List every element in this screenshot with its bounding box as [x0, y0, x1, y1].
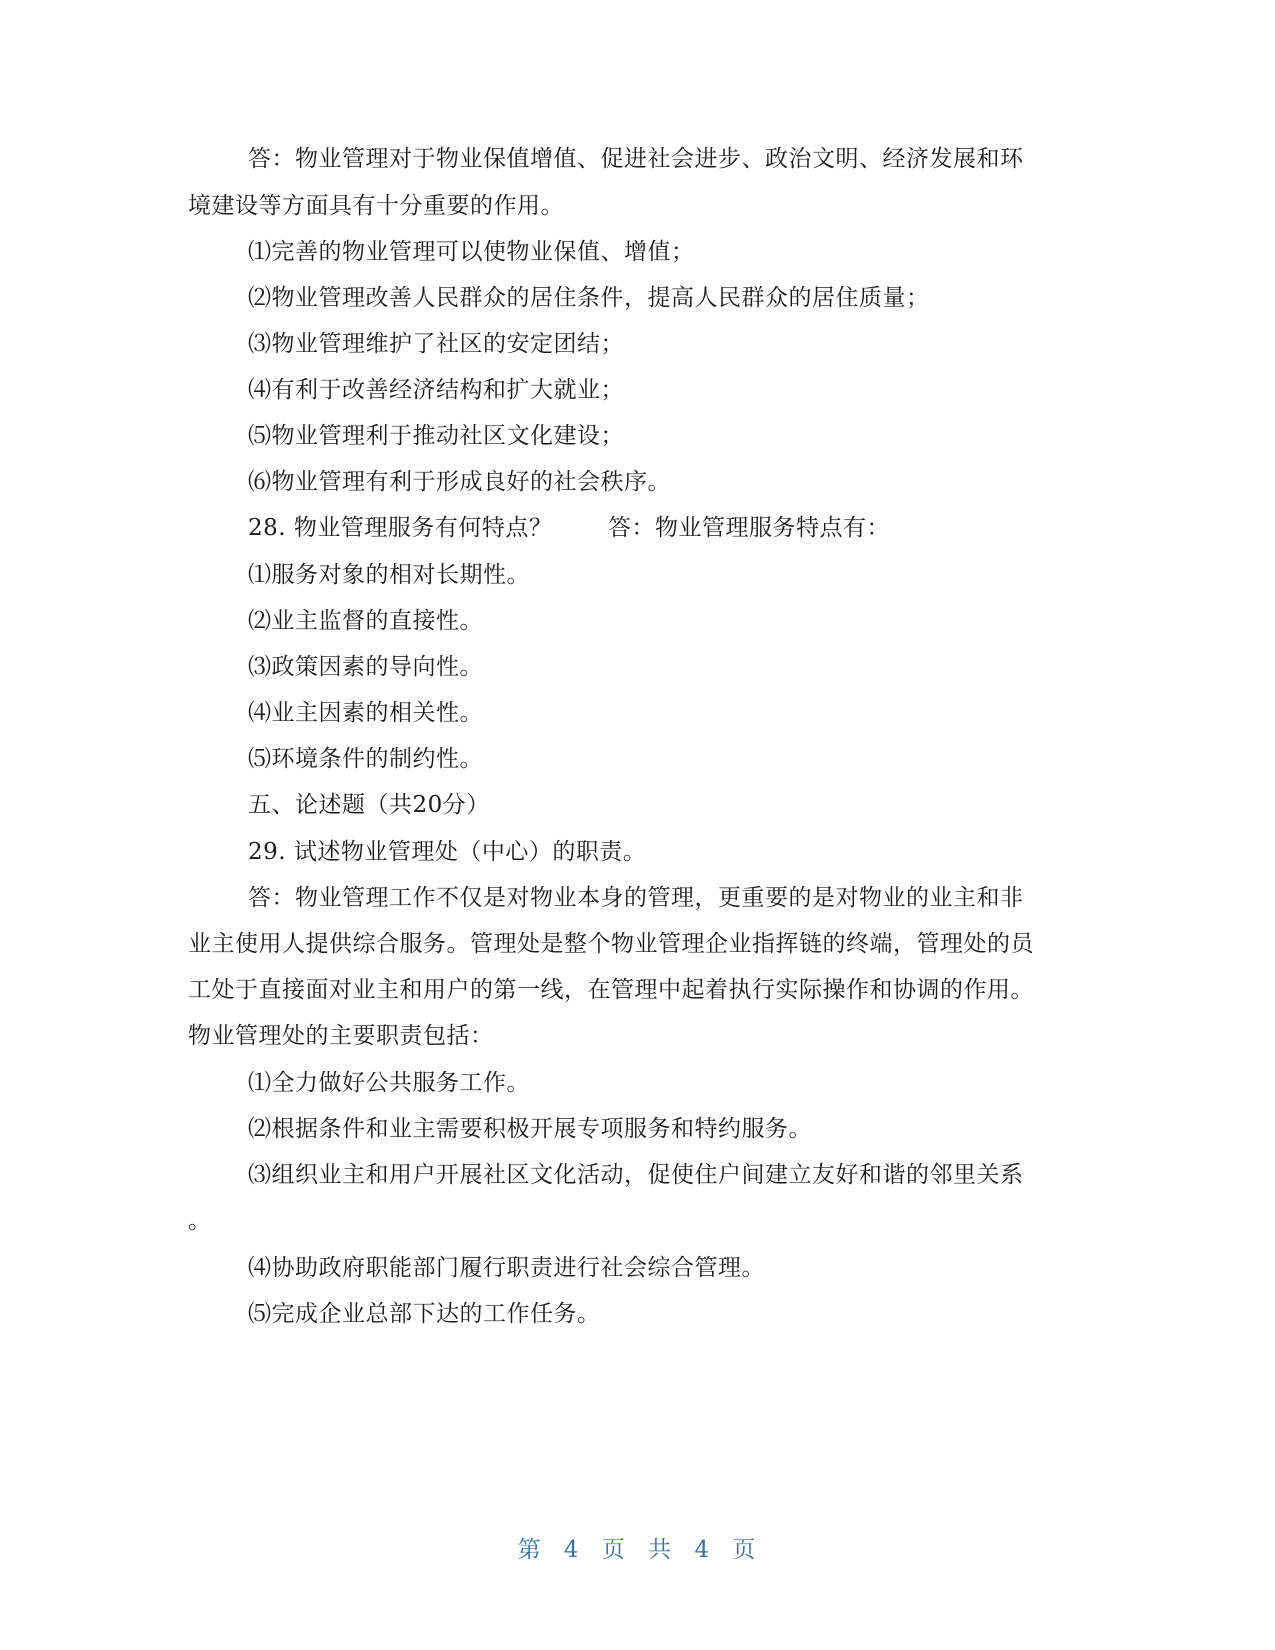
answer-29-line-4: 物业管理处的主要职责包括：	[188, 1023, 494, 1049]
answer-28-intro: 答：物业管理服务特点有：	[608, 515, 890, 541]
list-item-continuation: 。	[188, 1208, 212, 1234]
question-28-text: 28. 物业管理服务有何特点？	[248, 515, 553, 541]
answer-29-line-2: 业主使用人提供综合服务。管理处是整个物业管理企业指挥链的终端，管理处的员	[188, 931, 1034, 957]
answer-29-line-3: 工处于直接面对业主和用户的第一线，在管理中起着执行实际操作和协调的作用。	[188, 977, 1034, 1003]
list-item: ⑴全力做好公共服务工作。	[248, 1070, 530, 1096]
list-item: ⑸环境条件的制约性。	[248, 746, 483, 772]
footer-total-pages: 4	[694, 1537, 712, 1563]
list-item: ⑴完善的物业管理可以使物业保值、增值；	[248, 239, 695, 265]
list-item: ⑵业主监督的直接性。	[248, 608, 483, 634]
question-29: 29. 试述物业管理处（中心）的职责。	[248, 839, 647, 865]
list-item: ⑶政策因素的导向性。	[248, 654, 483, 680]
list-item: ⑵物业管理改善人民群众的居住条件，提高人民群众的居住质量；	[248, 285, 930, 311]
list-item: ⑸完成企业总部下达的工作任务。	[248, 1301, 601, 1327]
list-item: ⑷业主因素的相关性。	[248, 700, 483, 726]
list-item: ⑶物业管理维护了社区的安定团结；	[248, 331, 624, 357]
footer-label: 页	[601, 1537, 627, 1563]
list-item: ⑴服务对象的相对长期性。	[248, 562, 530, 588]
list-item: ⑵根据条件和业主需要积极开展专项服务和特约服务。	[248, 1116, 812, 1142]
list-item: ⑷协助政府职能部门履行职责进行社会综合管理。	[248, 1255, 765, 1281]
answer-27-line-1: 答：物业管理对于物业保值增值、促进社会进步、政治文明、经济发展和环	[248, 146, 1024, 172]
list-item: ⑷有利于改善经济结构和扩大就业；	[248, 377, 624, 403]
list-item: ⑶组织业主和用户开展社区文化活动，促使住户间建立友好和谐的邻里关系	[248, 1162, 1024, 1188]
answer-27-line-2: 境建设等方面具有十分重要的作用。	[188, 193, 564, 219]
footer-label: 第	[517, 1537, 543, 1563]
answer-29-line-1: 答：物业管理工作不仅是对物业本身的管理，更重要的是对物业的业主和非	[248, 885, 1024, 911]
list-item: ⑹物业管理有利于形成良好的社会秩序。	[248, 469, 671, 495]
list-item: ⑸物业管理利于推动社区文化建设；	[248, 423, 624, 449]
section-heading: 五、论述题（共20分）	[248, 792, 490, 818]
footer-label: 页	[732, 1537, 758, 1563]
page-footer	[0, 1536, 1275, 1564]
footer-label: 共	[648, 1537, 674, 1563]
question-28	[248, 514, 552, 542]
footer-page-number: 4	[563, 1537, 581, 1563]
